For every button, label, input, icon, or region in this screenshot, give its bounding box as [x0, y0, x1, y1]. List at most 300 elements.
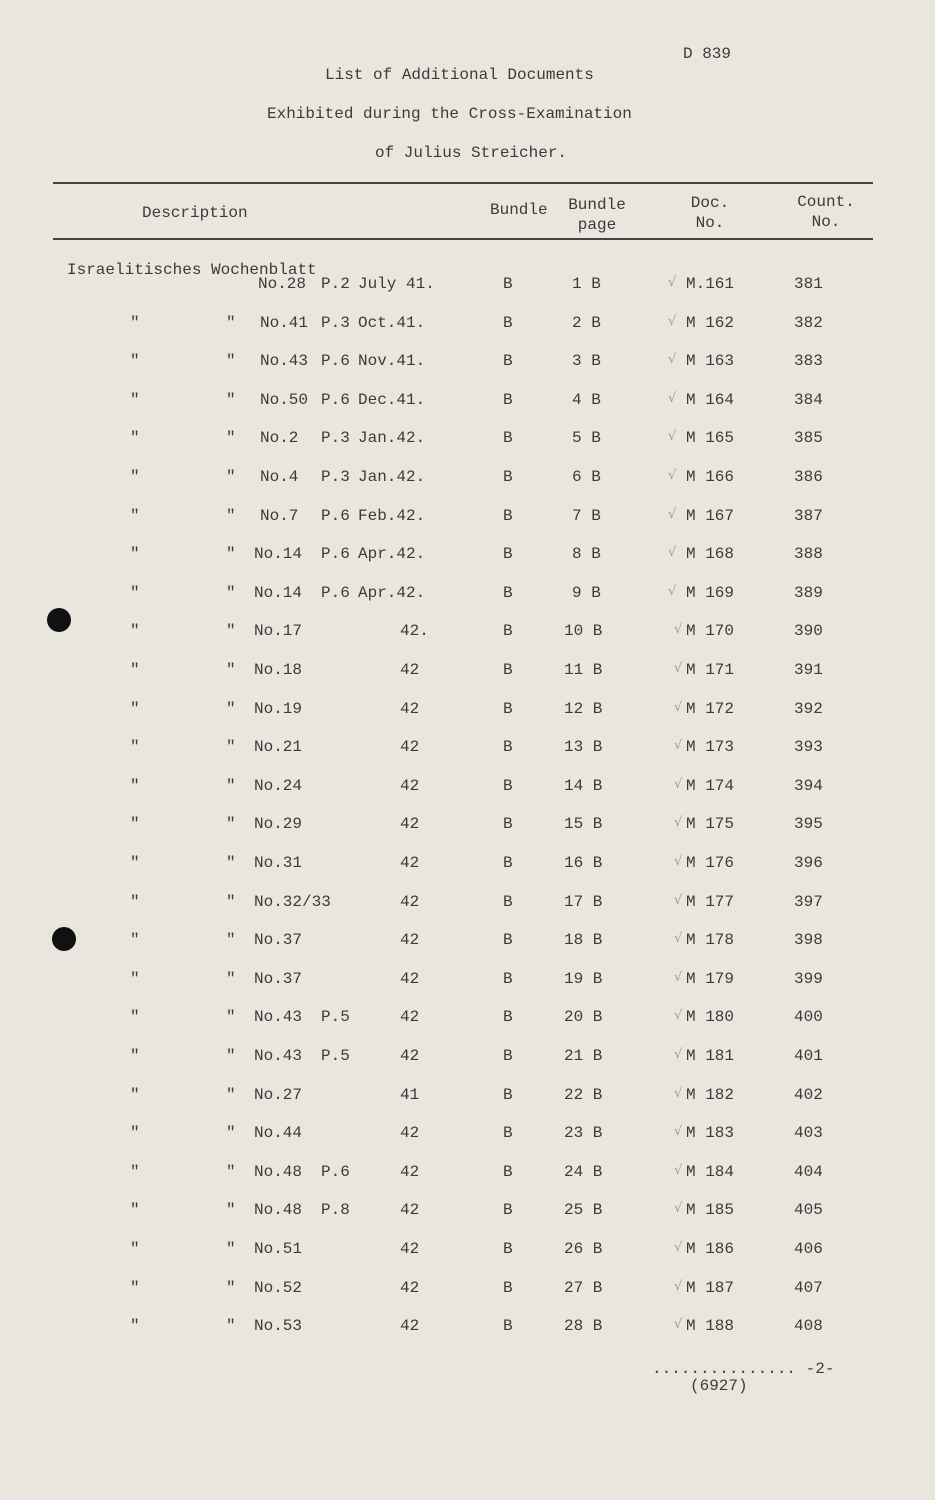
- bundle: B: [503, 931, 513, 950]
- table-row: [0, 584, 935, 614]
- ditto-mark: ": [226, 583, 236, 602]
- ditto-mark: ": [130, 1278, 140, 1297]
- table-row: [0, 931, 935, 961]
- issue-date: 42: [400, 776, 420, 795]
- ditto-mark: ": [226, 854, 236, 872]
- check-mark: √: [674, 1162, 683, 1178]
- bundle: B: [503, 1317, 513, 1336]
- check-mark: √: [668, 313, 677, 329]
- court-number: 394: [794, 776, 823, 795]
- bundle-page: 21 B: [564, 1047, 603, 1065]
- issue-date: Jan.42.: [358, 468, 426, 486]
- doc-number: M 171: [686, 661, 735, 679]
- doc-number: M 169: [686, 583, 735, 602]
- issue-number: No.41: [260, 313, 309, 332]
- issue-date: Apr.42.: [358, 545, 426, 564]
- court-number: 383: [794, 352, 823, 371]
- bundle: B: [503, 1085, 513, 1104]
- bundle: B: [503, 738, 513, 757]
- page-number: P.3: [321, 429, 350, 448]
- ditto-mark: ": [130, 776, 140, 795]
- issue-number: No.27: [254, 1085, 303, 1104]
- bundle-page: 25 B: [564, 1201, 603, 1220]
- bundle: B: [503, 545, 513, 564]
- doc-number: M 176: [686, 854, 735, 872]
- doc-number: M 186: [686, 1240, 735, 1258]
- page-number: P.8: [321, 1201, 350, 1220]
- ditto-mark: ": [226, 738, 236, 757]
- ditto-mark: ": [226, 1201, 236, 1220]
- issue-number: No.28: [258, 275, 307, 293]
- doc-number: M 184: [686, 1162, 735, 1181]
- doc-number: M 178: [686, 931, 735, 950]
- court-number: 408: [794, 1317, 823, 1336]
- table-row: [0, 1279, 935, 1309]
- doc-number: M 175: [686, 815, 735, 834]
- bundle: B: [503, 661, 513, 679]
- issue-date: 42: [400, 931, 420, 950]
- bundle-page: 11 B: [564, 661, 603, 679]
- bundle: B: [503, 1201, 513, 1220]
- court-number: 392: [794, 699, 823, 718]
- issue-date: Feb.42.: [358, 506, 426, 525]
- doc-number: M 183: [686, 1124, 735, 1143]
- ditto-mark: ": [226, 506, 236, 525]
- issue-date: 41: [400, 1085, 420, 1104]
- bundle-page: 6 B: [572, 468, 601, 486]
- doc-number: M 163: [686, 352, 735, 371]
- doc-number: M 173: [686, 738, 735, 757]
- ditto-mark: ": [130, 738, 140, 757]
- court-number: 407: [794, 1278, 823, 1297]
- doc-number: M 181: [686, 1047, 735, 1065]
- check-mark: √: [668, 390, 677, 406]
- table-row: [0, 391, 935, 421]
- court-number: 390: [794, 622, 823, 641]
- court-number: 384: [794, 390, 823, 409]
- issue-date: 42: [400, 1162, 420, 1181]
- issue-number: No.7: [260, 506, 299, 525]
- table-row: [0, 1201, 935, 1231]
- ditto-mark: ": [130, 892, 140, 911]
- ditto-mark: ": [226, 545, 236, 564]
- bundle-page: 5 B: [572, 429, 601, 448]
- check-mark: √: [668, 429, 677, 445]
- bundle: B: [503, 892, 513, 911]
- ditto-mark: ": [130, 699, 140, 718]
- ditto-mark: ": [130, 1008, 140, 1027]
- issue-number: No.52: [254, 1278, 303, 1297]
- check-mark: √: [668, 545, 677, 561]
- issue-number: No.14: [254, 545, 303, 564]
- bundle: B: [503, 390, 513, 409]
- bundle-page: 22 B: [564, 1085, 603, 1104]
- court-no-line-2: No.: [811, 213, 841, 231]
- title-line-1: List of Additional Documents: [325, 66, 594, 84]
- doc-number: M 164: [686, 390, 735, 409]
- punch-hole: [47, 608, 71, 632]
- table-row: [0, 429, 935, 459]
- bundle-page: 2 B: [572, 313, 601, 332]
- issue-date: Apr.42.: [358, 583, 426, 602]
- check-mark: √: [668, 275, 677, 290]
- court-number: 401: [794, 1047, 823, 1065]
- bundle: B: [503, 506, 513, 525]
- page-number: P.2: [321, 275, 350, 293]
- table-row: [0, 314, 935, 344]
- col-header-bundle: Bundle: [490, 201, 548, 219]
- issue-number: No.43: [260, 352, 309, 371]
- court-number: 397: [794, 892, 823, 911]
- ditto-mark: ": [130, 622, 140, 641]
- page-number: P.3: [321, 313, 350, 332]
- ditto-mark: ": [226, 429, 236, 448]
- ditto-mark: ": [130, 506, 140, 525]
- table-row: [0, 1086, 935, 1116]
- table-row: [0, 893, 935, 923]
- table-row: [0, 352, 935, 382]
- court-number: 402: [794, 1085, 823, 1104]
- doc-number: M.161: [686, 275, 735, 293]
- bundle-page-line-2: page: [577, 216, 617, 234]
- table-row: [0, 545, 935, 575]
- table-row: [0, 622, 935, 652]
- table-row: [0, 468, 935, 498]
- bundle-page: 16 B: [564, 854, 603, 872]
- bundle: B: [503, 583, 513, 602]
- check-mark: √: [674, 1085, 683, 1101]
- issue-date: 42: [400, 892, 420, 911]
- check-mark: √: [674, 622, 683, 638]
- check-mark: √: [674, 1124, 683, 1140]
- ditto-mark: ": [226, 1047, 236, 1065]
- bundle-page: 1 B: [572, 275, 601, 293]
- page-number: P.6: [321, 1162, 350, 1181]
- issue-date: 42: [400, 1278, 420, 1297]
- court-number: 389: [794, 583, 823, 602]
- ditto-mark: ": [130, 931, 140, 950]
- check-mark: √: [674, 1008, 683, 1024]
- issue-number: No.51: [254, 1240, 303, 1258]
- page-number: P.6: [321, 390, 350, 409]
- doc-number: M 177: [686, 892, 735, 911]
- ditto-mark: ": [130, 429, 140, 448]
- ditto-mark: ": [226, 699, 236, 718]
- ditto-mark: ": [130, 468, 140, 486]
- punch-hole: [52, 927, 76, 951]
- bundle: B: [503, 275, 513, 293]
- bundle-page: 18 B: [564, 931, 603, 950]
- check-mark: √: [674, 1201, 683, 1217]
- issue-date: July 41.: [358, 275, 435, 293]
- table-row: [0, 1163, 935, 1193]
- bundle: B: [503, 969, 513, 988]
- ditto-mark: ": [226, 969, 236, 988]
- header-top-rule: [53, 182, 873, 184]
- doc-number: M 188: [686, 1317, 735, 1336]
- issue-date: 42: [400, 1240, 420, 1258]
- ditto-mark: ": [226, 468, 236, 486]
- bundle: B: [503, 429, 513, 448]
- ditto-mark: ": [130, 1162, 140, 1181]
- check-mark: √: [668, 352, 677, 368]
- bundle: B: [503, 622, 513, 641]
- header-bottom-rule: [53, 238, 873, 240]
- table-row: [0, 1047, 935, 1077]
- bundle-page: 9 B: [572, 583, 601, 602]
- court-number: 382: [794, 313, 823, 332]
- ditto-mark: ": [130, 1085, 140, 1104]
- check-mark: √: [674, 969, 683, 985]
- issue-number: No.2: [260, 429, 299, 448]
- table-row: [0, 970, 935, 1000]
- court-number: 399: [794, 969, 823, 988]
- check-mark: √: [674, 738, 683, 754]
- check-mark: √: [674, 1278, 683, 1294]
- ditto-mark: ": [226, 776, 236, 795]
- issue-date: 42.: [400, 622, 429, 641]
- page-number: P.6: [321, 583, 350, 602]
- bundle: B: [503, 854, 513, 872]
- bundle-page: 7 B: [572, 506, 601, 525]
- check-mark: √: [668, 583, 677, 599]
- ditto-mark: ": [130, 545, 140, 564]
- ditto-mark: ": [130, 1240, 140, 1258]
- issue-number: No.17: [254, 622, 303, 641]
- bundle: B: [503, 699, 513, 718]
- ditto-mark: ": [130, 1201, 140, 1220]
- check-mark: √: [674, 815, 683, 831]
- table-row: [0, 700, 935, 730]
- document-reference: D 839: [683, 45, 732, 63]
- bundle-page: 15 B: [564, 815, 603, 834]
- page-number: P.5: [321, 1047, 350, 1065]
- issue-number: No.48: [254, 1162, 303, 1181]
- bundle-page: 10 B: [564, 622, 603, 641]
- doc-no-line-2: No.: [695, 214, 725, 232]
- table-row: [0, 1317, 935, 1347]
- ditto-mark: ": [226, 1278, 236, 1297]
- title-line-2: Exhibited during the Cross-Examination: [267, 105, 632, 123]
- doc-no-line-1: Doc.: [690, 194, 730, 212]
- bundle: B: [503, 1047, 513, 1065]
- issue-date: 42: [400, 661, 420, 679]
- bundle: B: [503, 1240, 513, 1258]
- court-number: 387: [794, 506, 823, 525]
- issue-date: Nov.41.: [358, 352, 426, 371]
- bundle: B: [503, 313, 513, 332]
- issue-date: 42: [400, 1317, 420, 1336]
- table-row: [0, 854, 935, 884]
- col-header-court-no: [795, 192, 857, 232]
- ditto-mark: ": [226, 931, 236, 950]
- check-mark: √: [674, 776, 683, 792]
- ditto-mark: ": [226, 892, 236, 911]
- issue-number: No.32/33: [254, 892, 331, 911]
- page-number: P.6: [321, 545, 350, 564]
- ditto-mark: ": [226, 1124, 236, 1143]
- issue-number: No.37: [254, 931, 303, 950]
- bundle-page: 20 B: [564, 1008, 603, 1027]
- doc-number: M 162: [686, 313, 735, 332]
- page-number: P.3: [321, 468, 350, 486]
- col-header-bundle-page: [566, 195, 628, 235]
- issue-number: No.14: [254, 583, 303, 602]
- table-row: [0, 1124, 935, 1154]
- table-row: [0, 1008, 935, 1038]
- footer-code: (6927): [690, 1377, 748, 1395]
- bundle-page: 8 B: [572, 545, 601, 564]
- court-number: 398: [794, 931, 823, 950]
- court-number: 400: [794, 1008, 823, 1027]
- bundle-page: 23 B: [564, 1124, 603, 1143]
- doc-number: M 172: [686, 699, 735, 718]
- bundle: B: [503, 815, 513, 834]
- bundle-page: 24 B: [564, 1162, 603, 1181]
- court-number: 385: [794, 429, 823, 448]
- bundle-page: 26 B: [564, 1240, 603, 1258]
- check-mark: √: [674, 699, 683, 715]
- issue-date: 42: [400, 1008, 420, 1027]
- ditto-mark: ": [226, 1162, 236, 1181]
- bundle: B: [503, 352, 513, 371]
- issue-date: 42: [400, 1201, 420, 1220]
- court-number: 395: [794, 815, 823, 834]
- issue-number: No.21: [254, 738, 303, 757]
- ditto-mark: ": [130, 313, 140, 332]
- court-number: 393: [794, 738, 823, 757]
- bundle: B: [503, 1162, 513, 1181]
- check-mark: √: [674, 1240, 683, 1255]
- issue-number: No.50: [260, 390, 309, 409]
- issue-date: 42: [400, 1124, 420, 1143]
- bundle-page: 27 B: [564, 1278, 603, 1297]
- doc-number: M 180: [686, 1008, 735, 1027]
- bundle-page: 28 B: [564, 1317, 603, 1336]
- check-mark: √: [674, 931, 683, 947]
- doc-number: M 170: [686, 622, 735, 641]
- doc-number: M 167: [686, 506, 735, 525]
- issue-date: 42: [400, 738, 420, 757]
- ditto-mark: ": [130, 390, 140, 409]
- check-mark: √: [674, 661, 683, 676]
- issue-date: Oct.41.: [358, 313, 426, 332]
- issue-date: 42: [400, 854, 420, 872]
- issue-date: 42: [400, 815, 420, 834]
- ditto-mark: ": [226, 1008, 236, 1027]
- issue-number: No.19: [254, 699, 303, 718]
- table-row: [0, 1240, 935, 1270]
- issue-number: No.53: [254, 1317, 303, 1336]
- publication-title: Israelitisches Wochenblatt: [67, 261, 317, 279]
- court-no-line-1: Count.: [797, 193, 855, 211]
- issue-date: Jan.42.: [358, 429, 426, 448]
- page-number: P.6: [321, 352, 350, 371]
- bundle-page: 13 B: [564, 738, 603, 757]
- doc-number: M 187: [686, 1278, 735, 1297]
- issue-number: No.37: [254, 969, 303, 988]
- check-mark: √: [674, 1047, 683, 1062]
- doc-number: M 168: [686, 545, 735, 564]
- col-header-doc-no: [680, 193, 740, 233]
- check-mark: √: [668, 506, 677, 522]
- table-row: [0, 275, 935, 305]
- issue-date: 42: [400, 699, 420, 718]
- ditto-mark: ": [226, 313, 236, 332]
- ditto-mark: ": [226, 622, 236, 641]
- issue-date: 42: [400, 969, 420, 988]
- doc-number: M 185: [686, 1201, 735, 1220]
- issue-number: No.24: [254, 776, 303, 795]
- court-number: 405: [794, 1201, 823, 1220]
- table-row: [0, 738, 935, 768]
- ditto-mark: ": [130, 1317, 140, 1336]
- bundle-page: 3 B: [572, 352, 601, 371]
- doc-number: M 166: [686, 468, 735, 486]
- check-mark: √: [674, 1317, 683, 1333]
- bundle-page: 17 B: [564, 892, 603, 911]
- bundle: B: [503, 776, 513, 795]
- doc-number: M 179: [686, 969, 735, 988]
- ditto-mark: ": [226, 1085, 236, 1104]
- ditto-mark: ": [226, 1317, 236, 1336]
- issue-number: No.31: [254, 854, 303, 872]
- ditto-mark: ": [226, 352, 236, 371]
- doc-number: M 174: [686, 776, 735, 795]
- ditto-mark: ": [226, 661, 236, 679]
- issue-number: No.29: [254, 815, 303, 834]
- court-number: 388: [794, 545, 823, 564]
- court-number: 396: [794, 854, 823, 872]
- ditto-mark: ": [130, 583, 140, 602]
- ditto-mark: ": [226, 1240, 236, 1258]
- court-number: 406: [794, 1240, 823, 1258]
- ditto-mark: ": [130, 854, 140, 872]
- ditto-mark: ": [130, 969, 140, 988]
- page-number: P.5: [321, 1008, 350, 1027]
- bundle: B: [503, 468, 513, 486]
- ditto-mark: ": [226, 390, 236, 409]
- ditto-mark: ": [130, 1047, 140, 1065]
- court-number: 391: [794, 661, 823, 679]
- issue-number: No.43: [254, 1008, 303, 1027]
- table-row: [0, 661, 935, 691]
- court-number: 381: [794, 275, 823, 293]
- table-row: [0, 815, 935, 845]
- court-number: 404: [794, 1162, 823, 1181]
- continuation-mark: ............... -2-: [652, 1360, 835, 1378]
- col-header-description: Description: [142, 204, 248, 222]
- bundle-page-line-1: Bundle: [568, 196, 626, 214]
- issue-date: 42: [400, 1047, 420, 1065]
- ditto-mark: ": [130, 352, 140, 371]
- issue-number: No.4: [260, 468, 299, 486]
- court-number: 403: [794, 1124, 823, 1143]
- issue-number: No.43: [254, 1047, 303, 1065]
- bundle: B: [503, 1124, 513, 1143]
- bundle: B: [503, 1008, 513, 1027]
- bundle-page: 14 B: [564, 776, 603, 795]
- table-row: [0, 507, 935, 537]
- bundle: B: [503, 1278, 513, 1297]
- ditto-mark: ": [130, 661, 140, 679]
- bundle-page: 19 B: [564, 969, 603, 988]
- doc-number: M 165: [686, 429, 735, 448]
- check-mark: √: [674, 892, 683, 908]
- bundle-page: 12 B: [564, 699, 603, 718]
- bundle-page: 4 B: [572, 390, 601, 409]
- table-row: [0, 777, 935, 807]
